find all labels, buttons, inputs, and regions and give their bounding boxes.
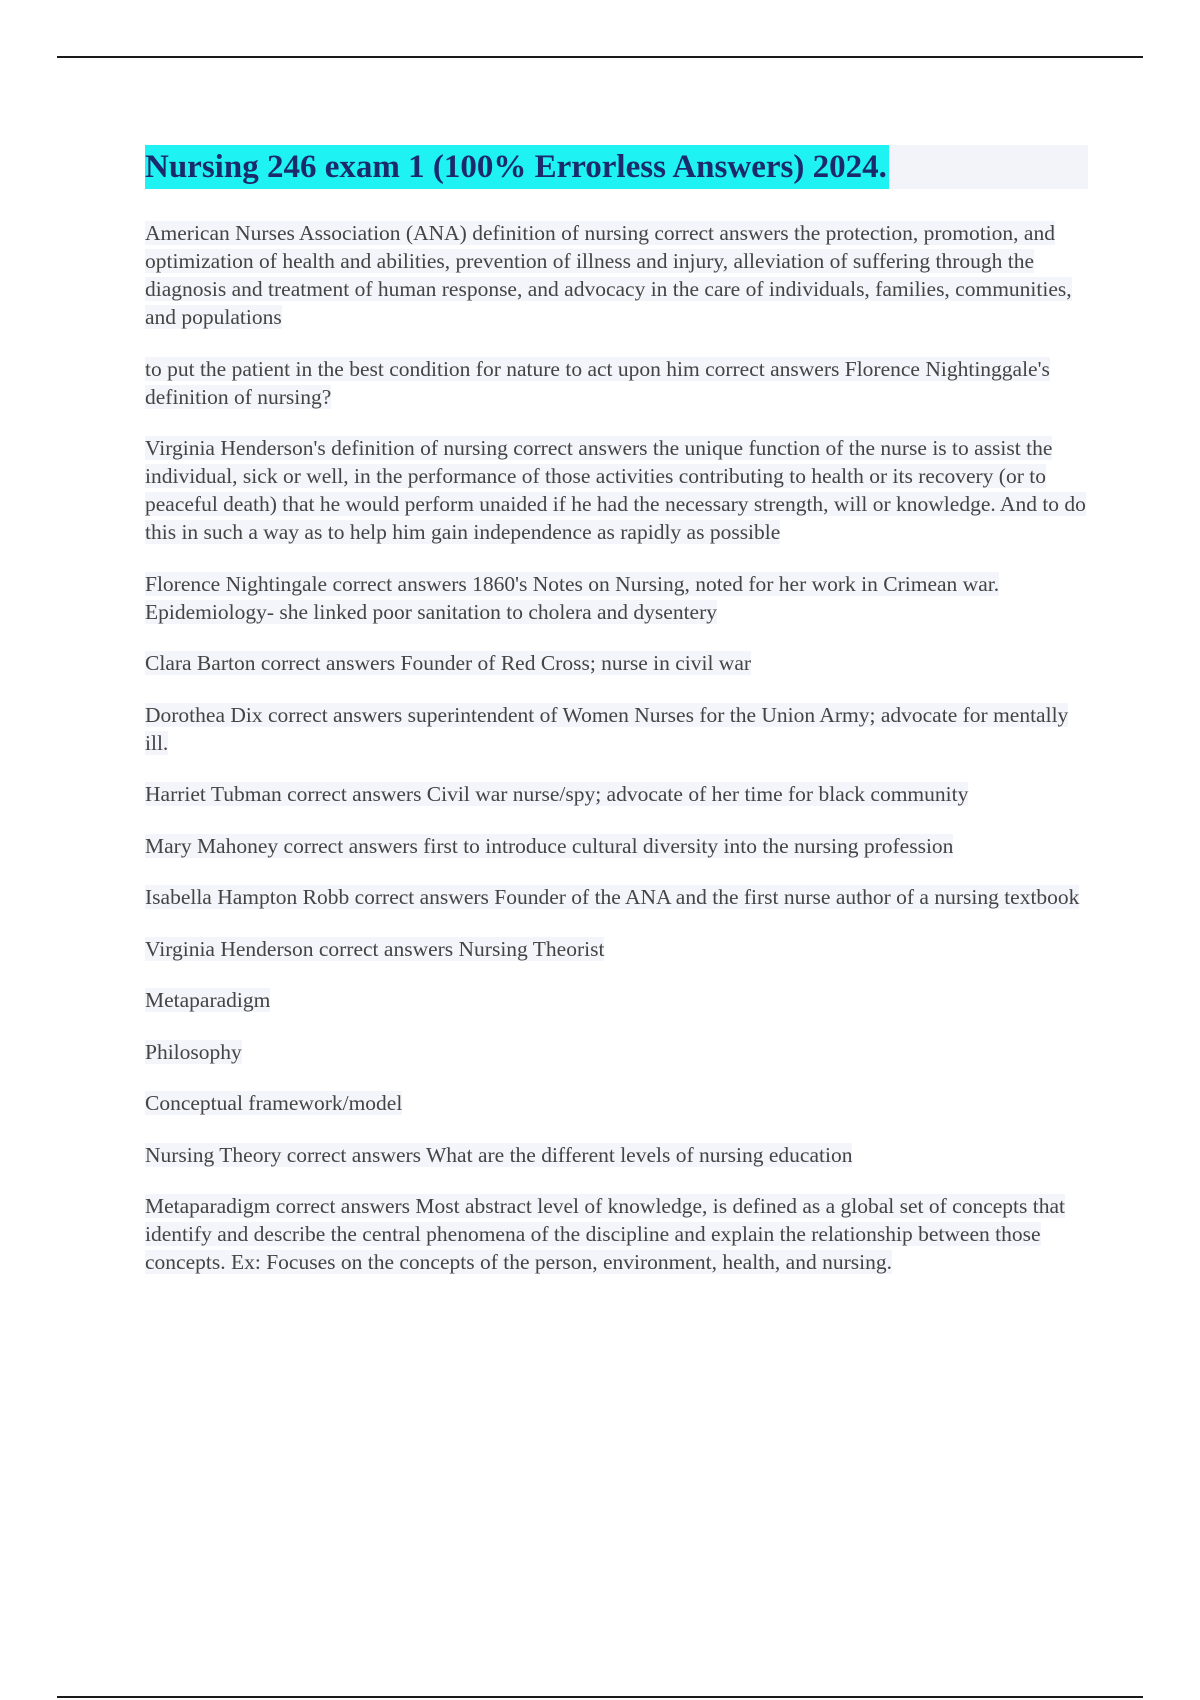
entry-isabella-robb: Isabella Hampton Robb correct answers Founder of the ANA and the first nurse author of a nursing textbook <box>145 885 1080 909</box>
entry-philosophy-label: Philosophy <box>145 1039 242 1064</box>
top-rule <box>57 56 1143 58</box>
entry-florence-nightingale: Florence Nightingale correct answers 1860's Notes on Nursing, noted for her work in Crimean war. Epidemiology- she linked poor sanitation to cholera and dysentery <box>145 571 1000 624</box>
entry-harriet-tubman: Harriet Tubman correct answers Civil war nurse/spy; advocate of her time for black community <box>145 782 969 806</box>
document-body <box>145 145 1090 1300</box>
entry-henderson-definition: Virginia Henderson's definition of nursing correct answers the unique function of the nurse is to assist the individual, sick or well, in the performance of those activities contributing to health or its recovery (or to peaceful death) that he would perform unaided if he had the necessary strength, will or knowledge. And to do this in such a way as to help him gain independence as rapidly as possible <box>145 436 1086 544</box>
entry-virginia-henderson: Virginia Henderson correct answers Nursing Theorist <box>145 936 605 961</box>
entry-ana-definition: American Nurses Association (ANA) definition of nursing correct answers the protection, promotion, and optimization of health and abilities, prevention of illness and injury, alleviation of suffering through the diagnosis and treatment of human response, and advocacy in the care of individuals, families, communities, and populations <box>145 221 1072 329</box>
document-title: Nursing 246 exam 1 (100% Errorless Answers) 2024. <box>145 145 889 189</box>
entry-nursing-theory: Nursing Theory correct answers What are the different levels of nursing education <box>145 1142 853 1167</box>
title-band <box>145 145 1088 189</box>
bottom-rule <box>57 1696 1143 1698</box>
entry-clara-barton: Clara Barton correct answers Founder of Red Cross; nurse in civil war <box>145 651 752 675</box>
entry-metaparadigm-label: Metaparadigm <box>145 988 271 1012</box>
entry-conceptual-framework-label: Conceptual framework/model <box>145 1091 403 1115</box>
entry-dorothea-dix: Dorothea Dix correct answers superintendent of Women Nurses for the Union Army; advocate for mentally ill. <box>145 702 1069 755</box>
entry-mary-mahoney: Mary Mahoney correct answers first to introduce cultural diversity into the nursing profession <box>145 833 954 858</box>
entry-metaparadigm-definition: Metaparadigm correct answers Most abstract level of knowledge, is defined as a global set of concepts that identify and describe the central phenomena of the discipline and explain the relationship between those concepts. Ex: Focuses on the concepts of the person, environment, health, and nursing. <box>145 1194 1066 1274</box>
entry-nightingale-definition: to put the patient in the best condition for nature to act upon him correct answers Florence Nightinggale's definition of nursing? <box>145 356 1050 409</box>
